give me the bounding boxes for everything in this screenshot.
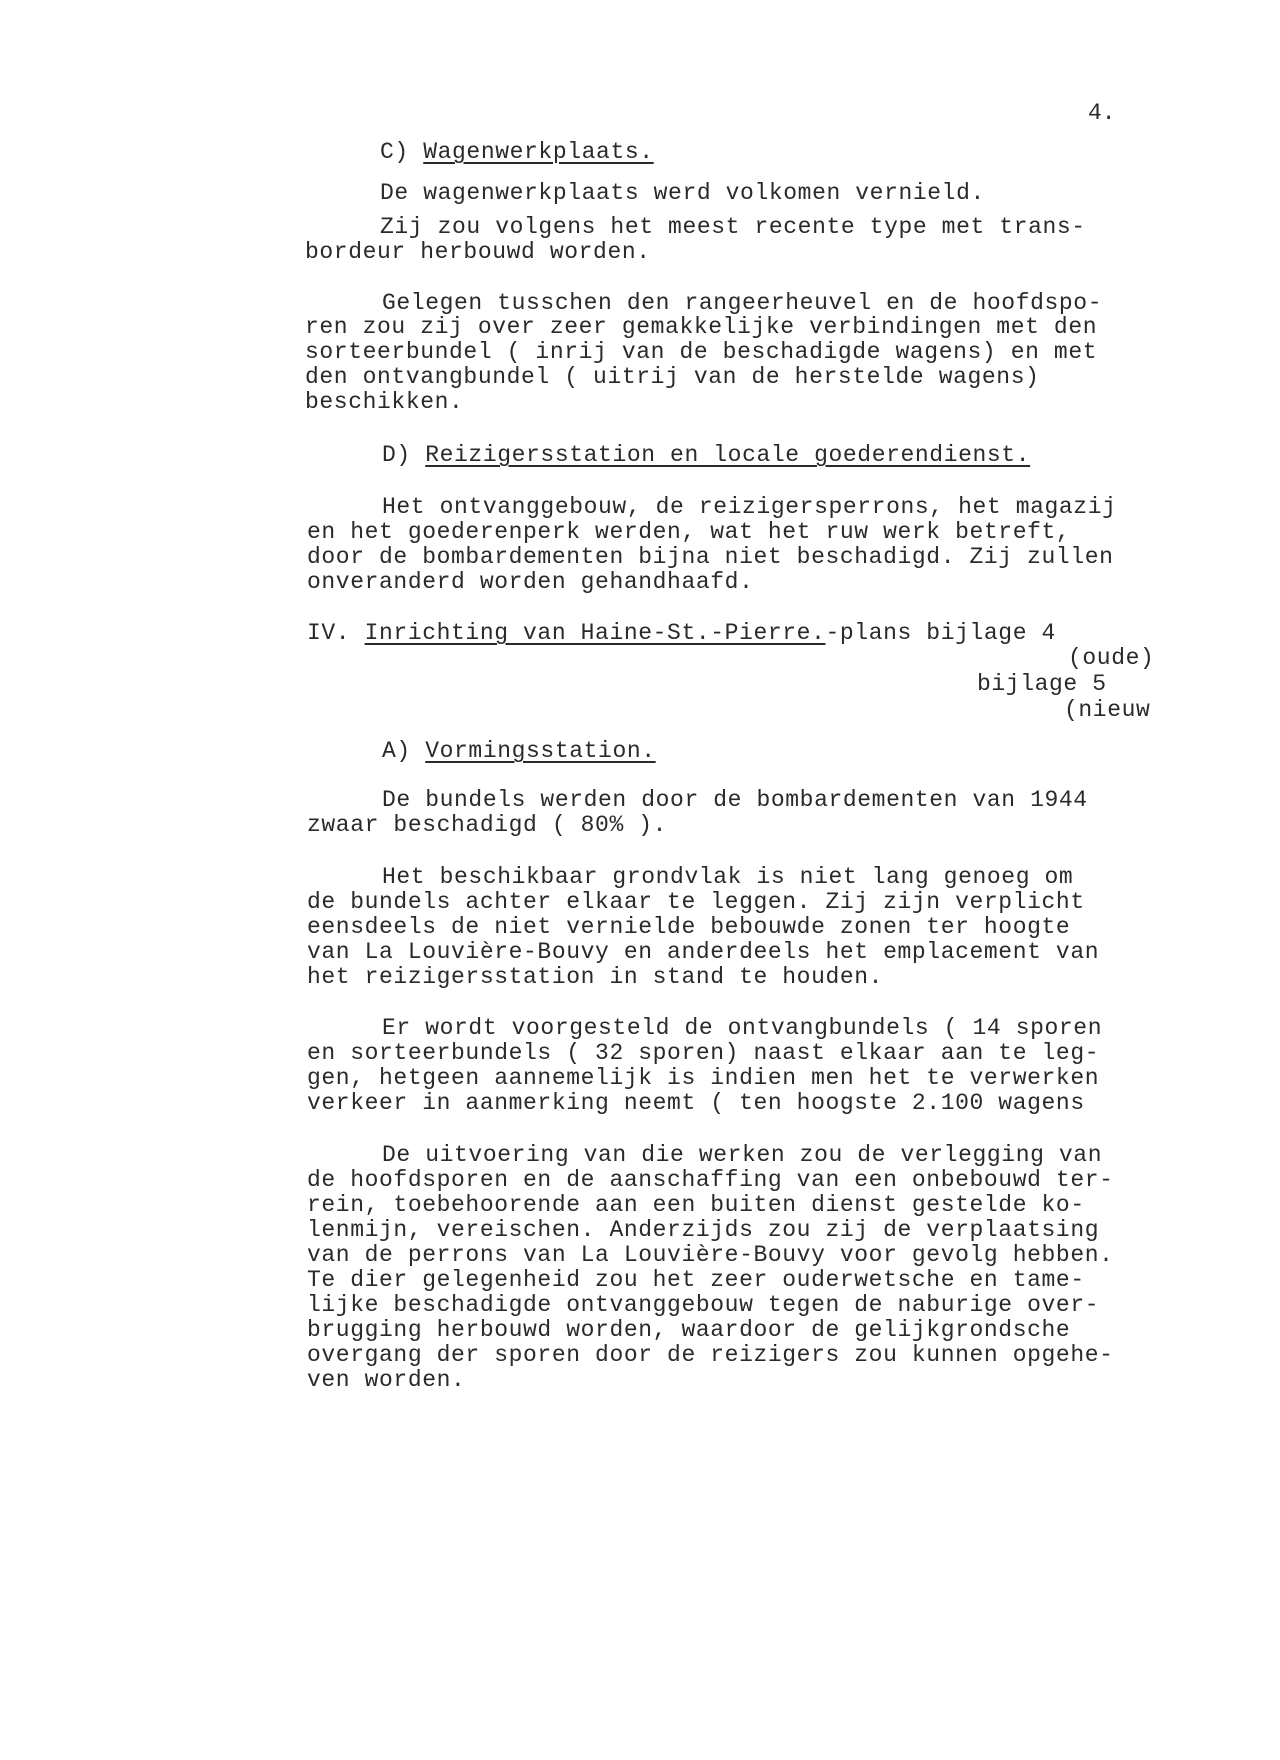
section-c-p1-line-1: De wagenwerkplaats werd volkomen vernield. (380, 180, 985, 206)
section-c-p3-line-3: sorteerbundel ( inrij van de beschadigde wagens) en met (305, 339, 1098, 365)
section-c-p3-line-2: ren zou zij over zeer gemakkelijke verbindingen met den (305, 314, 1098, 340)
section-iv-heading (307, 620, 1056, 647)
section-iv-plans: -plans bijlage 4 (825, 620, 1056, 646)
section-c-p3-line-1: Gelegen tusschen den rangeerheuvel en de hoofdspo- (382, 290, 1103, 316)
section-c-p2-line-2: bordeur herbouwd worden. (305, 239, 651, 265)
section-a-p4-line-2: de hoofdsporen en de aanschaffing van een onbebouwd ter- (307, 1167, 1114, 1193)
section-a-p2-line-4: van La Louvière-Bouvy en anderdeels het emplacement van (307, 939, 1100, 965)
section-a-p4-line-4: lenmijn, vereischen. Anderzijds zou zij de verplaatsing (307, 1217, 1100, 1243)
section-a-p4-line-7: lijke beschadigde ontvanggebouw tegen de naburige over- (307, 1292, 1100, 1318)
section-a-prefix: A) (382, 738, 426, 764)
section-a-p4-line-8: brugging herbouwd worden, waardoor de gelijkgrondsche (307, 1317, 1071, 1343)
section-iv-annex-1: (oude) (1068, 645, 1155, 671)
section-d-p1-line-4: onveranderd worden gehandhaafd. (307, 569, 754, 595)
section-c-p3-line-5: beschikken. (305, 389, 464, 415)
section-a-p3-line-2: en sorteerbundels ( 32 sporen) naast elkaar aan te leg- (307, 1040, 1100, 1066)
section-a-p4-line-9: overgang der sporen door de reizigers zou kunnen opgehe- (307, 1342, 1114, 1368)
section-a-p1-line-1: De bundels werden door de bombardementen van 1944 (382, 787, 1088, 813)
section-a-p4-line-3: rein, toebehoorende aan een buiten dienst gestelde ko- (307, 1192, 1085, 1218)
section-d-heading (382, 442, 1030, 469)
section-c-p3-line-4: den ontvangbundel ( uitrij van de herstelde wagens) (305, 364, 1040, 390)
section-a-p4-line-10: ven worden. (307, 1367, 466, 1393)
section-d-p1-line-3: door de bombardementen bijna niet beschadigd. Zij zullen (307, 544, 1114, 570)
section-a-p2-line-2: de bundels achter elkaar te leggen. Zij zijn verplicht (307, 889, 1085, 915)
section-a-p4-line-1: De uitvoering van die werken zou de verlegging van (382, 1142, 1103, 1168)
section-a-p4-line-5: van de perrons van La Louvière-Bouvy voor gevolg hebben. (307, 1242, 1114, 1268)
section-d-prefix: D) (382, 442, 426, 468)
section-iv-title: Inrichting van Haine-St.-Pierre. (364, 620, 826, 646)
section-iv-annex-2: bijlage 5 (977, 671, 1107, 697)
section-d-title: Reizigersstation en locale goederendienst. (425, 442, 1031, 468)
section-c-heading (380, 139, 654, 166)
section-a-p3-line-4: verkeer in aanmerking neemt ( ten hoogste 2.100 wagens (307, 1090, 1085, 1116)
section-a-p2-line-5: het reizigersstation in stand te houden. (307, 964, 884, 990)
section-a-title: Vormingsstation. (425, 738, 656, 764)
section-a-p1-line-2: zwaar beschadigd ( 80% ). (307, 812, 668, 838)
section-a-heading (382, 738, 656, 765)
section-c-prefix: C) (380, 139, 424, 165)
page-number: 4. (1088, 100, 1116, 126)
section-d-p1-line-1: Het ontvanggebouw, de reizigersperrons, het magazij (382, 494, 1117, 520)
section-iv-annex-3: (nieuw (1064, 697, 1151, 723)
section-a-p3-line-3: gen, hetgeen aannemelijk is indien men het te verwerken (307, 1065, 1100, 1091)
section-a-p3-line-1: Er wordt voorgesteld de ontvangbundels ( 14 sporen (382, 1015, 1103, 1041)
section-c-p2-line-1: Zij zou volgens het meest recente type met trans- (380, 214, 1086, 240)
section-a-p2-line-1: Het beschikbaar grondvlak is niet lang genoeg om (382, 864, 1074, 890)
section-c-title: Wagenwerkplaats. (423, 139, 654, 165)
section-a-p2-line-3: eensdeels de niet vernielde bebouwde zonen ter hoogte (307, 914, 1071, 940)
section-iv-prefix: IV. (307, 620, 365, 646)
section-d-p1-line-2: en het goederenperk werden, wat het ruw werk betreft, (307, 519, 1071, 545)
section-a-p4-line-6: Te dier gelegenheid zou het zeer ouderwetsche en tame- (307, 1267, 1085, 1293)
